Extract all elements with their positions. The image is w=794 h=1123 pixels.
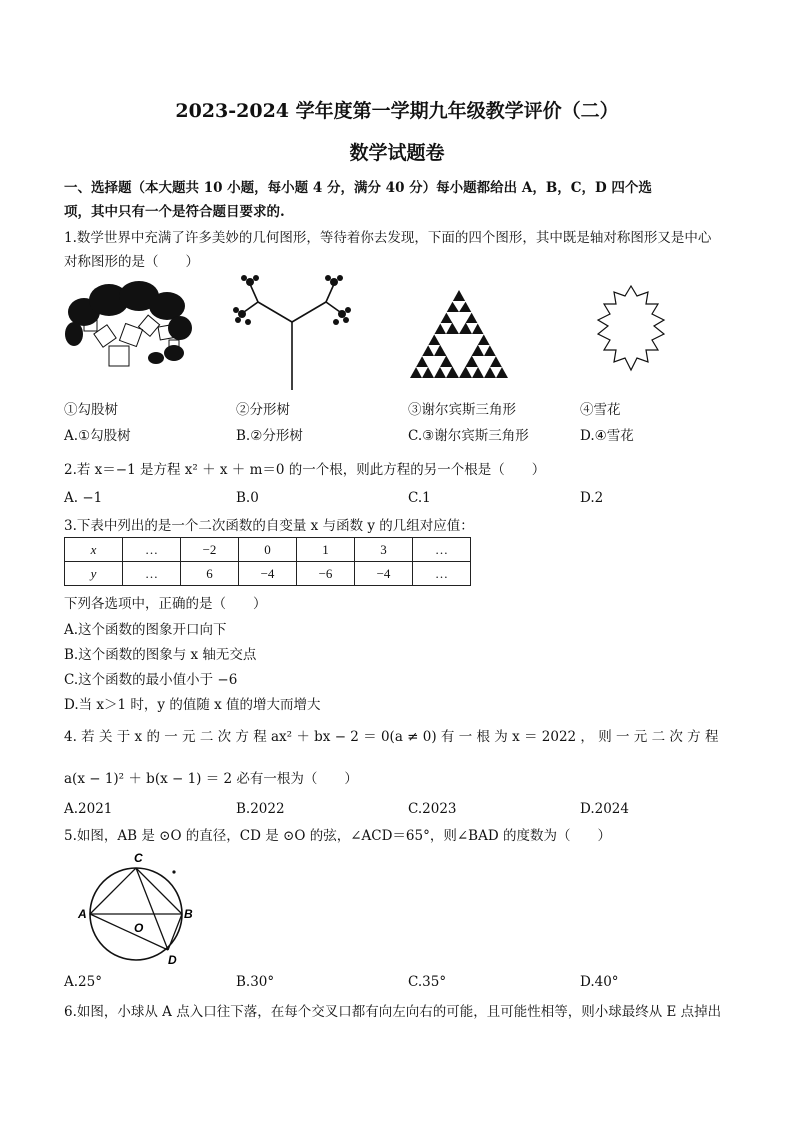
table-cell: −4 [355,562,413,586]
table-cell: 6 [181,562,239,586]
exam-subtitle: 数学试题卷 [349,142,445,164]
q3-option-d[interactable]: D.当 x＞1 时，y 的值随 x 值的增大而增大 [64,697,321,713]
q3-stem: 3.下表中列出的是一个二次函数的自变量 x 与函数 y 的几组对应值： [64,518,474,534]
q1-option-d[interactable]: D.④雪花 [580,428,634,444]
q6-stem-line1: 6.如图，小球从 A 点入口往下落，在每个交叉口都有向左向右的可能，且可能性相等，则小球最终从 E 点掉出 [64,1004,722,1020]
q4-option-c[interactable]: C.2023 [408,801,457,817]
q1-option-c[interactable]: C.③谢尔宾斯三角形 [408,428,529,444]
q3-prompt: 下列各选项中，正确的是（ ） [64,596,267,612]
section-heading-line1: 一、选择题（本大题共 10 小题，每小题 4 分，满分 40 分）每小题都给出 A，B，C，D 四个选 [64,180,652,196]
q2-option-a[interactable]: A. −1 [64,490,103,506]
q5-option-b[interactable]: B.30° [236,974,275,990]
q5-stem: 5.如图，AB 是 ⊙O 的直径，CD 是 ⊙O 的弦，∠ACD＝65°，则∠BAD 的度数为（ ） [64,828,611,844]
q3-option-c[interactable]: C.这个函数的最小值小于 −6 [64,672,238,688]
fractal-tree-figure [228,272,358,392]
q1-caption-2: ②分形树 [236,402,290,418]
q4-option-a[interactable]: A.2021 [64,801,113,817]
q5-option-d[interactable]: D.40° [580,974,619,990]
q2-option-d[interactable]: D.2 [580,490,604,506]
q4-stem-line1: 4. 若 关 于 x 的 一 元 二 次 方 程 ax² ＋ bx − 2 ＝ 0(a ≠ 0) 有 一 根 为 x ＝ 2022 ， 则 一 元 二 次 方 程 [64,729,719,745]
table-row [65,538,471,562]
table-cell: … [123,562,181,586]
q1-stem-line2: 对称图形的是（ ） [64,254,199,270]
table-cell: −2 [181,538,239,562]
q2-option-b[interactable]: B.0 [236,490,259,506]
q1-option-b[interactable]: B.②分形树 [236,428,303,444]
label-o: O [134,921,144,935]
q2-option-c[interactable]: C.1 [408,490,431,506]
q3-value-table [64,537,471,586]
table-cell: 3 [355,538,413,562]
q3-option-a[interactable]: A.这个函数的图象开口向下 [64,622,227,638]
q5-option-a[interactable]: A.25° [64,974,102,990]
koch-snowflake-figure [580,282,682,386]
table-cell: −6 [297,562,355,586]
exam-title: 2023-2024 学年度第一学期九年级教学评价（二） [175,100,619,122]
label-c: C [134,851,143,865]
q1-caption-3: ③谢尔宾斯三角形 [408,402,516,418]
label-b: B [184,907,193,921]
label-a: A [78,907,87,921]
q1-option-a[interactable]: A.①勾股树 [64,428,131,444]
table-cell: x [65,538,123,562]
table-cell: … [413,538,471,562]
q4-option-b[interactable]: B.2022 [236,801,285,817]
table-cell: y [65,562,123,586]
q5-option-c[interactable]: C.35° [408,974,447,990]
section-heading-line2: 项，其中只有一个是符合题目要求的. [64,204,285,220]
q4-option-d[interactable]: D.2024 [580,801,629,817]
circle-geometry-figure [76,848,196,970]
table-cell: 0 [239,538,297,562]
q1-caption-1: ①勾股树 [64,402,118,418]
table-row [65,562,471,586]
table-cell: −4 [239,562,297,586]
q2-stem: 2.若 x＝−1 是方程 x² ＋ x ＋ m＝0 的一个根，则此方程的另一个根是（ ） [64,462,546,478]
q1-caption-4: ④雪花 [580,402,621,418]
pythagoras-tree-figure [64,278,194,378]
q3-option-b[interactable]: B.这个函数的图象与 x 轴无交点 [64,647,257,663]
sierpinski-triangle-figure [408,288,510,380]
table-cell: 1 [297,538,355,562]
label-d: D [168,953,177,967]
table-cell: … [123,538,181,562]
q1-stem-line1: 1.数学世界中充满了许多美妙的几何图形，等待着你去发现，下面的四个图形，其中既是轴对称图形又是中心 [64,230,712,246]
q4-stem-line2: a(x − 1)² ＋ b(x − 1) ＝ 2 必有一根为（ ） [64,771,358,787]
table-cell: … [413,562,471,586]
